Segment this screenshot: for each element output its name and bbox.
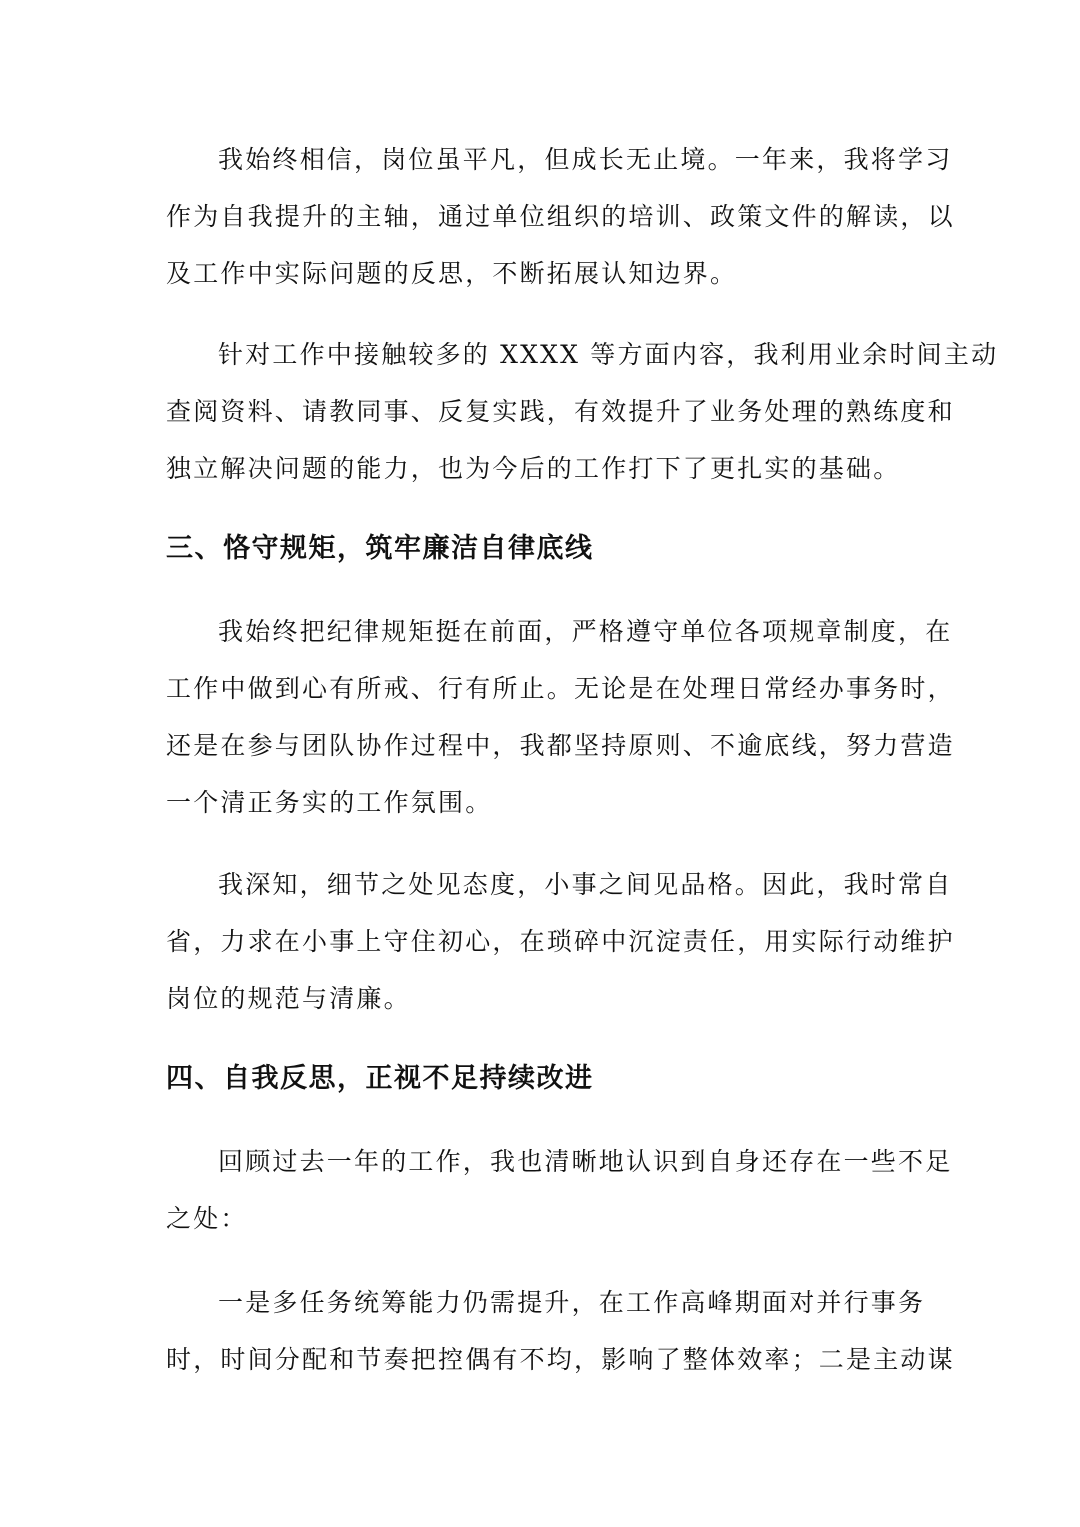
paragraph-line: 时，时间分配和节奏把控偶有不均，影响了整体效率；二是主动谋 bbox=[166, 1345, 955, 1374]
paragraph-line: 一个清正务实的工作氛围。 bbox=[166, 788, 493, 817]
paragraph-line: 针对工作中接触较多的 XXXX 等方面内容，我利用业余时间主动 bbox=[218, 340, 999, 369]
section-heading-reflection bbox=[166, 1059, 916, 1099]
paragraph-details bbox=[166, 856, 955, 1027]
paragraph-line: 独立解决问题的能力，也为今后的工作打下了更扎实的基础。 bbox=[166, 454, 901, 483]
paragraph-line: 及工作中实际问题的反思，不断拓展认知边界。 bbox=[166, 259, 738, 288]
paragraph-learning bbox=[166, 131, 955, 302]
paragraph-line: 回顾过去一年的工作，我也清晰地认识到自身还存在一些不足 bbox=[218, 1147, 953, 1176]
section-heading: 三、恪守规矩，筑牢廉洁自律底线 bbox=[166, 533, 594, 564]
section-heading-discipline bbox=[166, 529, 916, 569]
paragraph-line: 我始终把纪律规矩挺在前面，严格遵守单位各项规章制度，在 bbox=[218, 617, 953, 646]
paragraph-line: 还是在参与团队协作过程中，我都坚持原则、不逾底线，努力营造 bbox=[166, 731, 955, 760]
paragraph-review bbox=[166, 1133, 953, 1247]
paragraph-line: 作为自我提升的主轴，通过单位组织的培训、政策文件的解读，以 bbox=[166, 202, 955, 231]
paragraph-line: 我深知，细节之处见态度，小事之间见品格。因此，我时常自 bbox=[218, 870, 953, 899]
paragraph-line: 岗位的规范与清廉。 bbox=[166, 984, 411, 1013]
paragraph-shortcomings bbox=[166, 1274, 955, 1388]
paragraph-line: 省，力求在小事上守住初心，在琐碎中沉淀责任，用实际行动维护 bbox=[166, 927, 955, 956]
paragraph-line: 一是多任务统筹能力仍需提升，在工作高峰期面对并行事务 bbox=[218, 1288, 926, 1317]
paragraph-self-study bbox=[166, 326, 999, 497]
paragraph-line: 工作中做到心有所戒、行有所止。无论是在处理日常经办事务时， bbox=[166, 674, 955, 703]
paragraph-line: 之处： bbox=[166, 1204, 248, 1233]
paragraph-line: 查阅资料、请教同事、反复实践，有效提升了业务处理的熟练度和 bbox=[166, 397, 955, 426]
paragraph-discipline bbox=[166, 603, 955, 831]
section-heading: 四、自我反思，正视不足持续改进 bbox=[166, 1063, 594, 1094]
paragraph-line: 我始终相信，岗位虽平凡，但成长无止境。一年来，我将学习 bbox=[218, 145, 953, 174]
